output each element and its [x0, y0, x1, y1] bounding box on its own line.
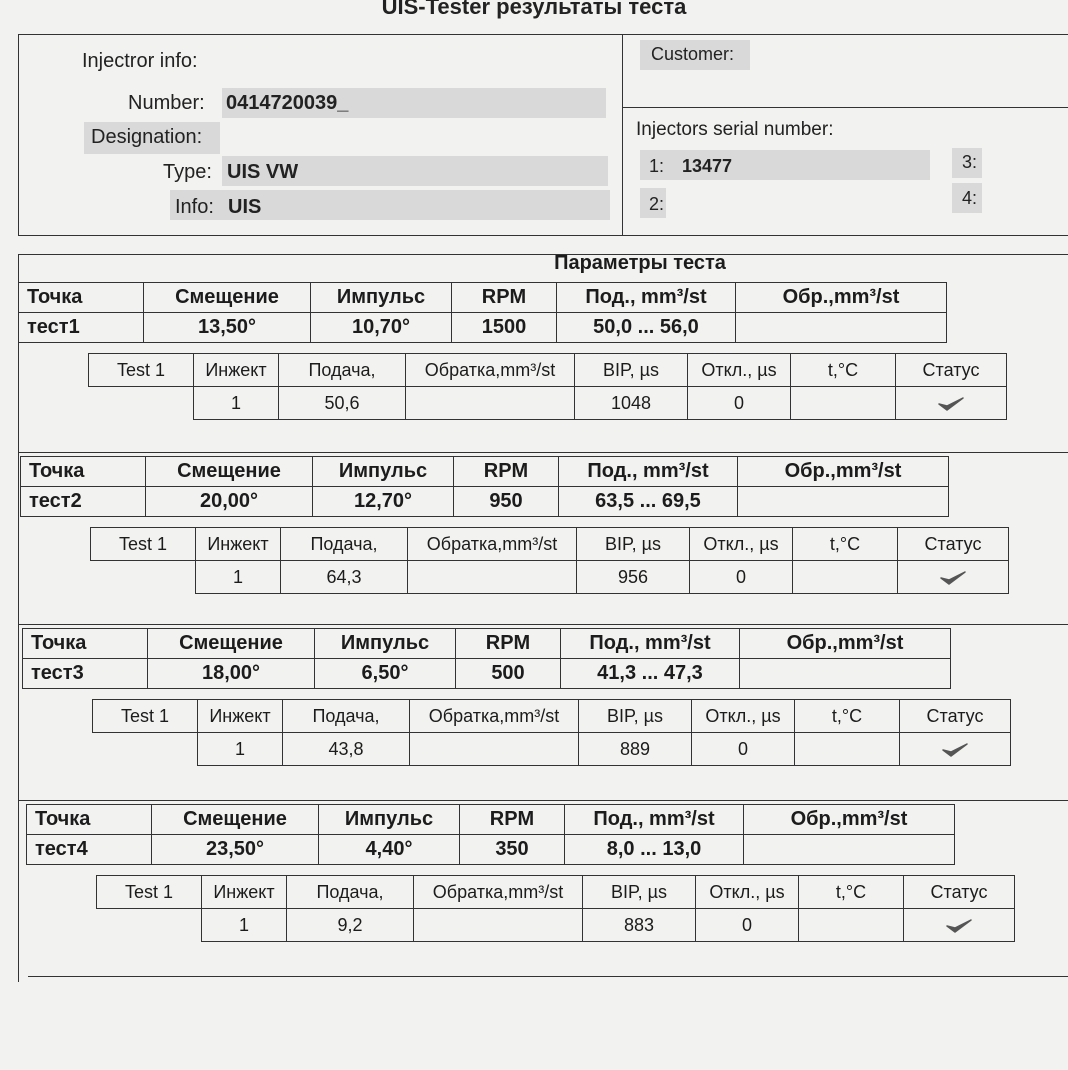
header-supply: Подача, — [287, 876, 414, 909]
header-impulse: Импульс — [311, 283, 452, 313]
result-table — [88, 353, 1007, 420]
rpm-value: 350 — [460, 835, 565, 865]
result-header-row — [97, 876, 1015, 909]
result-header-row — [89, 354, 1007, 387]
header-supply: Подача, — [279, 354, 406, 387]
header-injector: Инжект — [194, 354, 279, 387]
section-separator — [18, 800, 1068, 801]
header-return-flow: Обратка,mm³/st — [406, 354, 575, 387]
status-cell — [898, 561, 1009, 594]
header-rpm: RPM — [452, 283, 557, 313]
deviation-cell: 0 — [692, 733, 795, 766]
header-offset: Смещение — [152, 805, 319, 835]
return-flow-cell — [410, 733, 579, 766]
header-return: Обр.,mm³/st — [744, 805, 955, 835]
result-table — [96, 875, 1015, 942]
header-status: Статус — [898, 528, 1009, 561]
header-impulse: Импульс — [319, 805, 460, 835]
test-block — [18, 282, 1007, 420]
supply-cell: 50,6 — [279, 387, 406, 420]
header-delivery: Под., mm³/st — [559, 457, 738, 487]
check-icon — [939, 570, 967, 586]
params-title: Параметры теста — [554, 252, 726, 274]
header-offset: Смещение — [146, 457, 313, 487]
header-temp: t,°C — [791, 354, 896, 387]
header-return: Обр.,mm³/st — [736, 283, 947, 313]
result-table — [92, 699, 1011, 766]
serial-4-label: 4: — [962, 188, 978, 208]
header-return-flow: Обратка,mm³/st — [414, 876, 583, 909]
temp-cell — [793, 561, 898, 594]
return-range-value — [744, 835, 955, 865]
header-return-flow: Обратка,mm³/st — [408, 528, 577, 561]
header-test: Test 1 — [89, 354, 194, 387]
rpm-value: 1500 — [452, 313, 557, 343]
header-temp: t,°C — [793, 528, 898, 561]
result-header-row — [91, 528, 1009, 561]
param-table — [18, 282, 947, 343]
supply-cell: 9,2 — [287, 909, 414, 942]
header-return: Обр.,mm³/st — [740, 629, 951, 659]
point-value: тест4 — [27, 835, 152, 865]
header-test: Test 1 — [97, 876, 202, 909]
bip-cell: 889 — [579, 733, 692, 766]
check-icon — [945, 918, 973, 934]
injector-cell: 1 — [196, 561, 281, 594]
point-value: тест2 — [21, 487, 146, 517]
section-separator — [18, 452, 1068, 453]
deviation-cell: 0 — [690, 561, 793, 594]
param-header-row — [27, 805, 955, 835]
result-row — [89, 387, 1007, 420]
number-value: 0414720039_ — [226, 92, 349, 114]
header-point: Точка — [23, 629, 148, 659]
bip-cell: 1048 — [575, 387, 688, 420]
serial-label: Injectors serial number: — [636, 119, 834, 140]
test-block — [26, 804, 1015, 942]
header-supply: Подача, — [281, 528, 408, 561]
result-row — [97, 909, 1015, 942]
test-block — [20, 456, 1009, 594]
header-rpm: RPM — [454, 457, 559, 487]
page-title: UIS-Tester результаты теста — [381, 0, 687, 19]
section-separator — [28, 976, 1068, 977]
injector-cell: 1 — [194, 387, 279, 420]
delivery-range-value: 8,0 ... 13,0 — [565, 835, 744, 865]
type-value: UIS VW — [227, 161, 299, 183]
header-status: Статус — [900, 700, 1011, 733]
header-point: Точка — [19, 283, 144, 313]
param-value-row — [19, 313, 947, 343]
temp-cell — [791, 387, 896, 420]
status-cell — [900, 733, 1011, 766]
return-flow-cell — [408, 561, 577, 594]
header-injector: Инжект — [202, 876, 287, 909]
header-deviation: Откл., µs — [696, 876, 799, 909]
customer-divider — [622, 107, 1068, 108]
rpm-value: 950 — [454, 487, 559, 517]
section-separator — [18, 624, 1068, 625]
number-label: Number: — [128, 92, 205, 114]
param-table — [26, 804, 955, 865]
serial-1-value: 13477 — [682, 156, 733, 176]
param-value-row — [23, 659, 951, 689]
param-header-row — [23, 629, 951, 659]
designation-label: Designation: — [91, 126, 203, 148]
empty-cell — [97, 909, 202, 942]
param-header-row — [21, 457, 949, 487]
header-injector: Инжект — [196, 528, 281, 561]
header-point: Точка — [21, 457, 146, 487]
injector-cell: 1 — [202, 909, 287, 942]
empty-cell — [91, 561, 196, 594]
impulse-value: 12,70° — [313, 487, 454, 517]
injector-info-label: Injectror info: — [82, 50, 198, 72]
result-table — [90, 527, 1009, 594]
supply-cell: 43,8 — [283, 733, 410, 766]
header-bip: BIP, µs — [577, 528, 690, 561]
serial-3-label: 3: — [962, 152, 978, 172]
point-value: тест3 — [23, 659, 148, 689]
header-test: Test 1 — [91, 528, 196, 561]
header-status: Статус — [896, 354, 1007, 387]
header-bip: BIP, µs — [579, 700, 692, 733]
temp-cell — [799, 909, 904, 942]
offset-value: 13,50° — [144, 313, 311, 343]
offset-value: 20,00° — [146, 487, 313, 517]
header-rpm: RPM — [460, 805, 565, 835]
header-impulse: Импульс — [313, 457, 454, 487]
deviation-cell: 0 — [688, 387, 791, 420]
header-test: Test 1 — [93, 700, 198, 733]
check-icon — [941, 742, 969, 758]
info-label: Info: — [175, 196, 214, 218]
impulse-value: 10,70° — [311, 313, 452, 343]
status-cell — [896, 387, 1007, 420]
delivery-range-value: 63,5 ... 69,5 — [559, 487, 738, 517]
param-value-row — [27, 835, 955, 865]
result-row — [93, 733, 1011, 766]
param-table — [22, 628, 951, 689]
info-value: UIS — [228, 196, 262, 218]
header-status: Статус — [904, 876, 1015, 909]
header-divider — [622, 34, 623, 236]
header-delivery: Под., mm³/st — [565, 805, 744, 835]
header-delivery: Под., mm³/st — [561, 629, 740, 659]
check-icon — [937, 396, 965, 412]
header-injector: Инжект — [198, 700, 283, 733]
param-table — [20, 456, 949, 517]
supply-cell: 64,3 — [281, 561, 408, 594]
return-flow-cell — [414, 909, 583, 942]
param-header-row — [19, 283, 947, 313]
header-delivery: Под., mm³/st — [557, 283, 736, 313]
header-rpm: RPM — [456, 629, 561, 659]
type-label: Type: — [163, 161, 212, 183]
header-temp: t,°C — [799, 876, 904, 909]
return-range-value — [740, 659, 951, 689]
offset-value: 18,00° — [148, 659, 315, 689]
return-range-value — [736, 313, 947, 343]
header-offset: Смещение — [148, 629, 315, 659]
return-range-value — [738, 487, 949, 517]
return-flow-cell — [406, 387, 575, 420]
customer-label: Customer: — [651, 44, 735, 64]
serial-2-label: 2: — [649, 194, 665, 214]
result-header-row — [93, 700, 1011, 733]
bip-cell: 883 — [583, 909, 696, 942]
header-temp: t,°C — [795, 700, 900, 733]
impulse-value: 6,50° — [315, 659, 456, 689]
injector-cell: 1 — [198, 733, 283, 766]
empty-cell — [89, 387, 194, 420]
test-block — [22, 628, 1011, 766]
status-cell — [904, 909, 1015, 942]
empty-cell — [93, 733, 198, 766]
header-deviation: Откл., µs — [688, 354, 791, 387]
point-value: тест1 — [19, 313, 144, 343]
header-bip: BIP, µs — [583, 876, 696, 909]
rpm-value: 500 — [456, 659, 561, 689]
bip-cell: 956 — [577, 561, 690, 594]
header-impulse: Импульс — [315, 629, 456, 659]
header-return-flow: Обратка,mm³/st — [410, 700, 579, 733]
serial-1-label: 1: — [649, 156, 665, 176]
param-value-row — [21, 487, 949, 517]
deviation-cell: 0 — [696, 909, 799, 942]
delivery-range-value: 41,3 ... 47,3 — [561, 659, 740, 689]
header-deviation: Откл., µs — [692, 700, 795, 733]
offset-value: 23,50° — [152, 835, 319, 865]
impulse-value: 4,40° — [319, 835, 460, 865]
temp-cell — [795, 733, 900, 766]
delivery-range-value: 50,0 ... 56,0 — [557, 313, 736, 343]
header-point: Точка — [27, 805, 152, 835]
header-bip: BIP, µs — [575, 354, 688, 387]
header-deviation: Откл., µs — [690, 528, 793, 561]
result-row — [91, 561, 1009, 594]
header-return: Обр.,mm³/st — [738, 457, 949, 487]
header-offset: Смещение — [144, 283, 311, 313]
header-supply: Подача, — [283, 700, 410, 733]
